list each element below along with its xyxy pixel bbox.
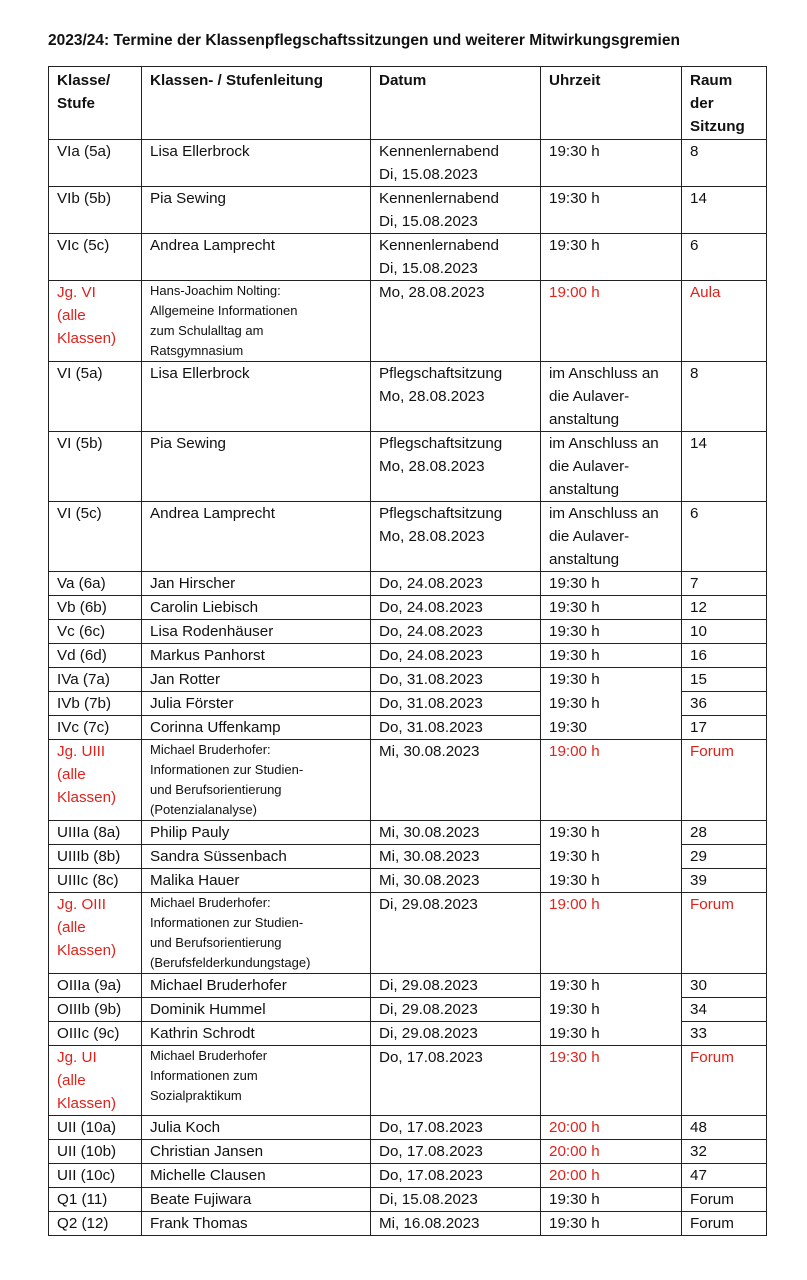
cell-raum: 34: [682, 998, 767, 1022]
cell-datum: Kennenlernabend Di, 15.08.2023: [371, 234, 541, 281]
cell-leitung: Andrea Lamprecht: [142, 502, 371, 572]
cell-klasse: UIIIc (8c): [49, 869, 142, 893]
table-row: [49, 432, 767, 502]
cell-raum: 30: [682, 974, 767, 998]
cell-datum: Do, 17.08.2023: [371, 1116, 541, 1140]
cell-datum: Do, 17.08.2023: [371, 1164, 541, 1188]
cell-klasse: Vb (6b): [49, 596, 142, 620]
cell-leitung: Lisa Rodenhäuser: [142, 620, 371, 644]
cell-uhrzeit: 19:30 h: [541, 1188, 682, 1212]
cell-raum: Forum: [682, 1188, 767, 1212]
cell-raum: 15: [682, 668, 767, 692]
cell-uhrzeit: 19:30 h: [541, 692, 682, 716]
cell-uhrzeit: 19:30 h: [541, 140, 682, 187]
cell-datum: Do, 24.08.2023: [371, 644, 541, 668]
cell-leitung: Lisa Ellerbrock: [142, 362, 371, 432]
cell-uhrzeit: 19:30 h: [541, 869, 682, 893]
cell-raum: 39: [682, 869, 767, 893]
cell-uhrzeit: im Anschluss an die Aulaver- anstaltung: [541, 502, 682, 572]
cell-datum: Di, 29.08.2023: [371, 974, 541, 998]
cell-datum: Do, 17.08.2023: [371, 1046, 541, 1116]
cell-datum: Mi, 30.08.2023: [371, 821, 541, 845]
cell-uhrzeit: 19:00 h: [541, 281, 682, 362]
cell-raum: 6: [682, 234, 767, 281]
cell-raum: Forum: [682, 1046, 767, 1116]
cell-klasse: UII (10b): [49, 1140, 142, 1164]
cell-datum: Do, 31.08.2023: [371, 716, 541, 740]
cell-raum: 16: [682, 644, 767, 668]
table-row: [49, 821, 767, 845]
cell-leitung: Malika Hauer: [142, 869, 371, 893]
cell-uhrzeit: 19:30 h: [541, 845, 682, 869]
table-row: [49, 716, 767, 740]
cell-raum: 32: [682, 1140, 767, 1164]
cell-klasse: OIIIc (9c): [49, 1022, 142, 1046]
cell-uhrzeit: 19:00 h: [541, 740, 682, 821]
table-row: [49, 974, 767, 998]
table-row: [49, 620, 767, 644]
cell-leitung: Lisa Ellerbrock: [142, 140, 371, 187]
table-row: [49, 668, 767, 692]
table-row: [49, 869, 767, 893]
cell-klasse: VIb (5b): [49, 187, 142, 234]
cell-leitung: Julia Koch: [142, 1116, 371, 1140]
cell-leitung: Christian Jansen: [142, 1140, 371, 1164]
cell-klasse: OIIIa (9a): [49, 974, 142, 998]
cell-klasse: Vc (6c): [49, 620, 142, 644]
cell-raum: Forum: [682, 1212, 767, 1236]
table-row: [49, 845, 767, 869]
cell-uhrzeit: im Anschluss an die Aulaver- anstaltung: [541, 362, 682, 432]
cell-datum: Do, 31.08.2023: [371, 668, 541, 692]
cell-datum: Kennenlernabend Di, 15.08.2023: [371, 187, 541, 234]
cell-raum: 28: [682, 821, 767, 845]
cell-datum: Di, 29.08.2023: [371, 1022, 541, 1046]
cell-klasse: Jg. UIII (alle Klassen): [49, 740, 142, 821]
schedule-table: [48, 66, 767, 1236]
cell-datum: Pflegschaftsitzung Mo, 28.08.2023: [371, 362, 541, 432]
table-row: [49, 740, 767, 821]
cell-raum: 47: [682, 1164, 767, 1188]
cell-raum: 48: [682, 1116, 767, 1140]
cell-leitung: Markus Panhorst: [142, 644, 371, 668]
cell-uhrzeit: 19:30 h: [541, 821, 682, 845]
cell-leitung: Michael Bruderhofer: Informationen zur Studien- und Berufsorientierung (Potenzialanalyse): [142, 740, 371, 821]
cell-raum: 7: [682, 572, 767, 596]
table-row: [49, 572, 767, 596]
cell-raum: 36: [682, 692, 767, 716]
cell-klasse: IVc (7c): [49, 716, 142, 740]
cell-datum: Do, 24.08.2023: [371, 596, 541, 620]
table-row: [49, 281, 767, 362]
table-row: [49, 187, 767, 234]
cell-leitung: Michael Bruderhofer: [142, 974, 371, 998]
table-row: [49, 596, 767, 620]
table-row: [49, 998, 767, 1022]
cell-leitung: Jan Hirscher: [142, 572, 371, 596]
cell-raum: 14: [682, 187, 767, 234]
cell-datum: Mi, 30.08.2023: [371, 845, 541, 869]
cell-leitung: Michelle Clausen: [142, 1164, 371, 1188]
cell-raum: Forum: [682, 893, 767, 974]
cell-raum: Forum: [682, 740, 767, 821]
cell-datum: Kennenlernabend Di, 15.08.2023: [371, 140, 541, 187]
cell-klasse: IVa (7a): [49, 668, 142, 692]
cell-leitung: Pia Sewing: [142, 432, 371, 502]
cell-klasse: UIIIb (8b): [49, 845, 142, 869]
cell-datum: Do, 24.08.2023: [371, 620, 541, 644]
cell-raum: 33: [682, 1022, 767, 1046]
table-row: [49, 502, 767, 572]
cell-uhrzeit: 19:30 h: [541, 1212, 682, 1236]
cell-uhrzeit: 19:30 h: [541, 998, 682, 1022]
cell-klasse: VI (5b): [49, 432, 142, 502]
cell-raum: 12: [682, 596, 767, 620]
table-row: [49, 1188, 767, 1212]
cell-uhrzeit: 20:00 h: [541, 1116, 682, 1140]
table-body: [49, 140, 767, 1236]
cell-leitung: Andrea Lamprecht: [142, 234, 371, 281]
cell-raum: 6: [682, 502, 767, 572]
cell-leitung: Carolin Liebisch: [142, 596, 371, 620]
cell-raum: 29: [682, 845, 767, 869]
cell-datum: Di, 15.08.2023: [371, 1188, 541, 1212]
cell-klasse: Q2 (12): [49, 1212, 142, 1236]
cell-datum: Mi, 30.08.2023: [371, 869, 541, 893]
cell-uhrzeit: 19:30 h: [541, 1022, 682, 1046]
cell-datum: Do, 31.08.2023: [371, 692, 541, 716]
cell-leitung: Dominik Hummel: [142, 998, 371, 1022]
cell-datum: Do, 24.08.2023: [371, 572, 541, 596]
header-leitung: Klassen- / Stufenleitung: [142, 67, 371, 140]
cell-klasse: Q1 (11): [49, 1188, 142, 1212]
cell-raum: Aula: [682, 281, 767, 362]
cell-klasse: VIc (5c): [49, 234, 142, 281]
cell-klasse: Vd (6d): [49, 644, 142, 668]
cell-uhrzeit: 19:30 h: [541, 572, 682, 596]
cell-leitung: Michael Bruderhofer: Informationen zur Studien- und Berufsorientierung (Berufsfelderkundungstage): [142, 893, 371, 974]
table-row: [49, 1140, 767, 1164]
cell-klasse: IVb (7b): [49, 692, 142, 716]
cell-uhrzeit: 19:30 h: [541, 644, 682, 668]
cell-leitung: Philip Pauly: [142, 821, 371, 845]
cell-uhrzeit: 19:30 h: [541, 596, 682, 620]
cell-raum: 8: [682, 140, 767, 187]
cell-leitung: Hans-Joachim Nolting: Allgemeine Informationen zum Schulalltag am Ratsgymnasium: [142, 281, 371, 362]
cell-klasse: Jg. UI (alle Klassen): [49, 1046, 142, 1116]
cell-raum: 17: [682, 716, 767, 740]
cell-leitung: Corinna Uffenkamp: [142, 716, 371, 740]
cell-uhrzeit: 19:30 h: [541, 668, 682, 692]
header-klasse: Klasse/ Stufe: [49, 67, 142, 140]
table-row: [49, 234, 767, 281]
cell-uhrzeit: im Anschluss an die Aulaver- anstaltung: [541, 432, 682, 502]
cell-leitung: Frank Thomas: [142, 1212, 371, 1236]
table-row: [49, 1164, 767, 1188]
cell-datum: Mi, 16.08.2023: [371, 1212, 541, 1236]
cell-datum: Pflegschaftsitzung Mo, 28.08.2023: [371, 502, 541, 572]
cell-uhrzeit: 19:30 h: [541, 187, 682, 234]
cell-klasse: Jg. OIII (alle Klassen): [49, 893, 142, 974]
cell-leitung: Pia Sewing: [142, 187, 371, 234]
table-row: [49, 1046, 767, 1116]
cell-uhrzeit: 19:30 h: [541, 234, 682, 281]
cell-klasse: Jg. VI (alle Klassen): [49, 281, 142, 362]
cell-datum: Do, 17.08.2023: [371, 1140, 541, 1164]
cell-uhrzeit: 19:30: [541, 716, 682, 740]
cell-datum: Di, 29.08.2023: [371, 998, 541, 1022]
cell-klasse: VI (5c): [49, 502, 142, 572]
table-row: [49, 1116, 767, 1140]
cell-leitung: Jan Rotter: [142, 668, 371, 692]
cell-datum: Di, 29.08.2023: [371, 893, 541, 974]
cell-klasse: UIIIa (8a): [49, 821, 142, 845]
cell-leitung: Beate Fujiwara: [142, 1188, 371, 1212]
cell-leitung: Sandra Süssenbach: [142, 845, 371, 869]
page-title: 2023/24: Termine der Klassenpflegschaftssitzungen und weiterer Mitwirkungsgremien: [48, 32, 680, 49]
table-row: [49, 362, 767, 432]
cell-datum: Mo, 28.08.2023: [371, 281, 541, 362]
cell-uhrzeit: 20:00 h: [541, 1140, 682, 1164]
header-row: [49, 67, 767, 140]
cell-uhrzeit: 19:30 h: [541, 620, 682, 644]
cell-uhrzeit: 19:00 h: [541, 893, 682, 974]
cell-raum: 10: [682, 620, 767, 644]
cell-klasse: OIIIb (9b): [49, 998, 142, 1022]
cell-klasse: Va (6a): [49, 572, 142, 596]
table-row: [49, 893, 767, 974]
cell-raum: 14: [682, 432, 767, 502]
table-row: [49, 644, 767, 668]
cell-datum: Mi, 30.08.2023: [371, 740, 541, 821]
header-uhrzeit: Uhrzeit: [541, 67, 682, 140]
cell-klasse: UII (10c): [49, 1164, 142, 1188]
cell-datum: Pflegschaftsitzung Mo, 28.08.2023: [371, 432, 541, 502]
header-datum: Datum: [371, 67, 541, 140]
cell-uhrzeit: 20:00 h: [541, 1164, 682, 1188]
table-row: [49, 140, 767, 187]
cell-raum: 8: [682, 362, 767, 432]
cell-leitung: Kathrin Schrodt: [142, 1022, 371, 1046]
cell-leitung: Julia Förster: [142, 692, 371, 716]
table-row: [49, 1212, 767, 1236]
cell-klasse: VIa (5a): [49, 140, 142, 187]
cell-klasse: VI (5a): [49, 362, 142, 432]
cell-uhrzeit: 19:30 h: [541, 1046, 682, 1116]
cell-uhrzeit: 19:30 h: [541, 974, 682, 998]
header-raum: Raum der Sitzung: [682, 67, 767, 140]
cell-klasse: UII (10a): [49, 1116, 142, 1140]
table-row: [49, 692, 767, 716]
cell-leitung: Michael Bruderhofer Informationen zum Sozialpraktikum: [142, 1046, 371, 1116]
table-row: [49, 1022, 767, 1046]
